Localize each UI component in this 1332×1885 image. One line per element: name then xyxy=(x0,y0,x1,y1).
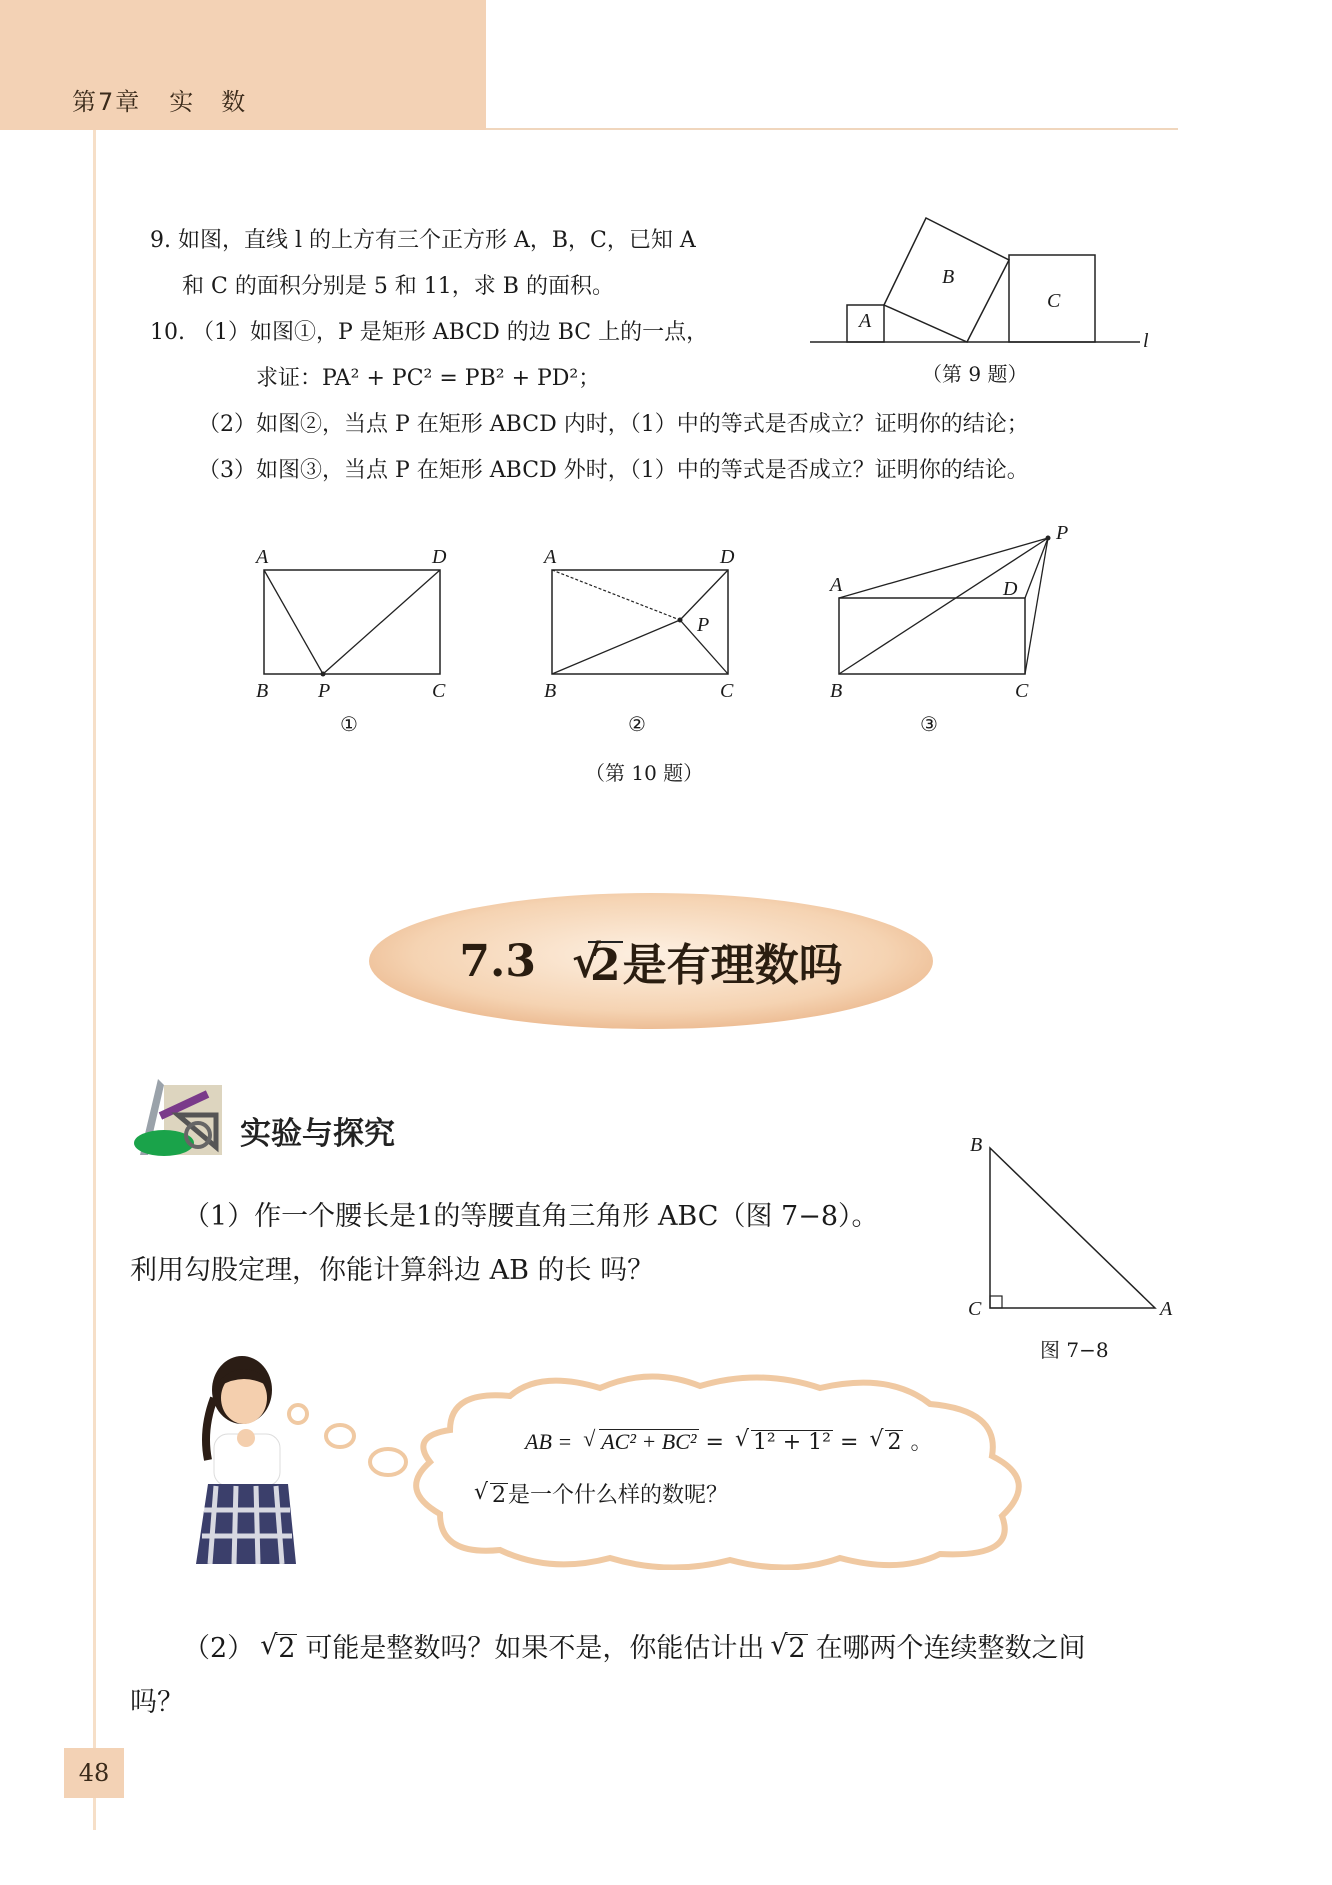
bubble-question xyxy=(470,1478,728,1509)
eq-equals-2: = xyxy=(840,1430,859,1455)
fig2-label-a: A xyxy=(544,546,557,568)
fig2-label-d: D xyxy=(720,546,735,568)
p1-line2: 利用勾股定理，你能计算斜边 AB 的长 吗？ xyxy=(130,1255,655,1286)
q9-line1: 9. 如图，直线 l 的上方有三个正方形 A，B，C，已知 A xyxy=(150,228,696,253)
chapter-header xyxy=(72,82,275,117)
side-rule xyxy=(93,130,96,1830)
fig3-label-c: C xyxy=(1015,680,1029,702)
q10-line1: 10. （1）如图①，P 是矩形 ABCD 的边 BC 上的一点， xyxy=(150,320,709,345)
fig1-label-d: D xyxy=(432,546,447,568)
bubble-equation xyxy=(525,1425,932,1456)
q10-figure-3 xyxy=(830,528,1060,688)
p2-line2: 吗？ xyxy=(130,1687,184,1718)
thought-bubble xyxy=(280,1370,1040,1570)
point-p xyxy=(321,672,326,677)
segment-pb xyxy=(839,538,1048,674)
fig1-label-c: C xyxy=(432,680,446,702)
fig3-label-a: A xyxy=(830,574,843,596)
segment-pd xyxy=(1025,538,1048,598)
p2-pre: （2） xyxy=(183,1633,255,1664)
fig1-label-b: B xyxy=(256,680,269,702)
chapter-title: 实 数 xyxy=(169,88,248,116)
p2-sqrt-2-b: √ 2 xyxy=(786,1634,807,1663)
p2-line1 xyxy=(183,1622,1086,1676)
fig1-label-p: P xyxy=(318,680,331,702)
eq-root-2: √ 1² + 1² xyxy=(751,1430,833,1454)
section-number: 7.3 xyxy=(459,935,536,987)
chapter-number: 第7章 xyxy=(72,88,142,116)
segment-pb xyxy=(552,620,680,674)
header-rule xyxy=(486,128,1178,130)
bubble-question-text: 是一个什么样的数呢？ xyxy=(508,1483,729,1508)
q9-label-b: B xyxy=(942,266,955,288)
fig78-caption: 图 7−8 xyxy=(1040,1338,1109,1362)
figure-7-8 xyxy=(980,1140,1170,1315)
fig1-label-a: A xyxy=(256,546,269,568)
fig3-label-b: B xyxy=(830,680,843,702)
eq-ab: AB = xyxy=(525,1429,573,1454)
sqrt-2: √ 2 xyxy=(588,941,623,989)
p1-line1: （1）作一个腰长是1的等腰直角三角形 ABC（图 7−8）。 xyxy=(183,1201,879,1232)
bubble-sqrt-2: √ 2 xyxy=(490,1483,508,1507)
fig2-label-b: B xyxy=(544,680,557,702)
point-p xyxy=(678,618,683,623)
explore-heading: 实验与探究 xyxy=(240,1116,395,1152)
eq-root-1: √ AC² + BC² xyxy=(599,1429,698,1453)
segment-pd xyxy=(323,570,440,674)
q10-caption: （第 10 题） xyxy=(585,761,704,785)
bubble-outline xyxy=(416,1376,1019,1567)
point-p xyxy=(1046,536,1051,541)
fig2-label-p: P xyxy=(697,614,710,636)
q10-line3: （2）如图②，当点 P 在矩形 ABCD 内时，（1）中的等式是否成立？证明你的结论； xyxy=(198,412,1029,437)
q10-line2: 求证：PA² + PC² = PB² + PD²； xyxy=(256,366,601,391)
q10-line4: （3）如图③，当点 P 在矩形 ABCD 外时，（1）中的等式是否成立？证明你的结论。 xyxy=(198,458,1029,483)
fig3-label-d: D xyxy=(1003,578,1018,600)
fig78-label-c: C xyxy=(968,1298,982,1320)
p2-post: 在哪两个连续整数之间 xyxy=(815,1633,1086,1664)
page-number: 48 xyxy=(64,1748,124,1798)
q10-figure-2 xyxy=(543,560,743,685)
fig3-number: ③ xyxy=(920,712,938,736)
q9-figure xyxy=(800,210,1160,360)
q10-figure-1 xyxy=(255,560,455,685)
triangle-abc xyxy=(990,1148,1155,1308)
fig2-label-c: C xyxy=(720,680,734,702)
section-title-rest: 是有理数吗 xyxy=(622,940,843,991)
q9-label-c: C xyxy=(1047,290,1061,312)
p2-sqrt-2-a: √ 2 xyxy=(276,1634,297,1663)
eq-end: 。 xyxy=(910,1430,933,1455)
segment-pc xyxy=(1025,538,1048,674)
fig78-label-a: A xyxy=(1160,1298,1173,1320)
eq-equals-1: = xyxy=(705,1430,724,1455)
q9-label-l: l xyxy=(1143,330,1149,352)
right-angle-mark xyxy=(990,1296,1002,1308)
rect-abcd xyxy=(264,570,440,674)
eq-root-3: √ 2 xyxy=(885,1430,903,1454)
section-title xyxy=(365,890,937,1032)
q9-label-a: A xyxy=(859,310,872,332)
segment-pa xyxy=(552,570,680,620)
p2-mid: 可能是整数吗？如果不是，你能估计出 xyxy=(305,1633,765,1664)
q9-caption: （第 9 题） xyxy=(922,362,1028,386)
explore-icon xyxy=(128,1075,224,1165)
section-title-text xyxy=(574,929,843,993)
rect-abcd xyxy=(839,598,1025,674)
q9-line2: 和 C 的面积分别是 5 和 11，求 B 的面积。 xyxy=(182,274,614,299)
fig78-label-b: B xyxy=(970,1134,983,1156)
fig3-label-p: P xyxy=(1056,522,1069,544)
segment-pd xyxy=(680,570,728,620)
fig2-number: ② xyxy=(628,712,646,736)
segment-pa xyxy=(264,570,323,674)
fig1-number: ① xyxy=(340,712,358,736)
